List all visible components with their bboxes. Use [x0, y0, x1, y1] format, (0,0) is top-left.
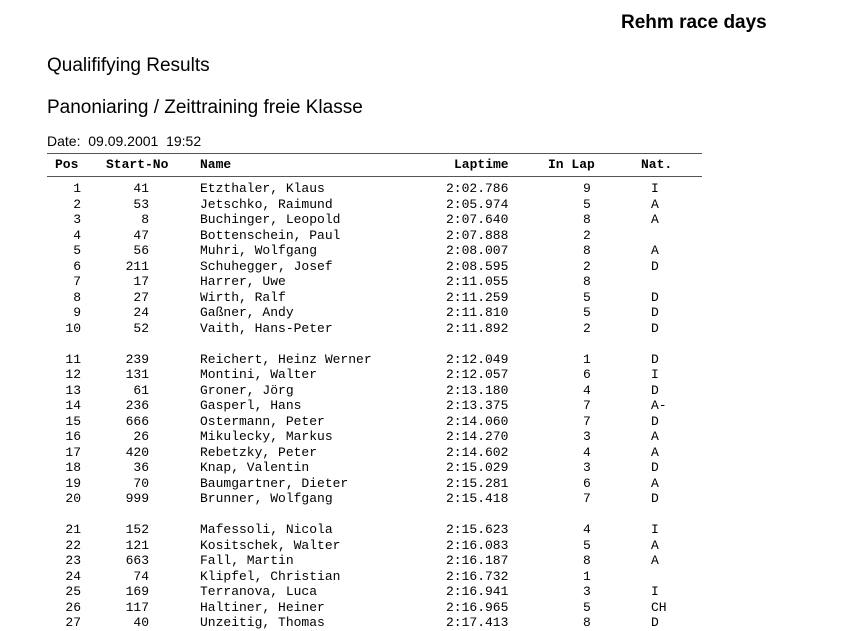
table-row	[0, 243, 848, 259]
cell-laptime: 2:16.187	[446, 553, 509, 568]
table-row	[0, 553, 848, 569]
cell-pos: 7	[73, 274, 81, 289]
table-row	[0, 615, 848, 631]
table-row	[0, 491, 848, 507]
cell-pos: 20	[65, 491, 81, 506]
table-row	[0, 321, 848, 337]
cell-pos: 6	[73, 258, 81, 274]
cell-laptime: 2:16.941	[446, 584, 509, 599]
group-spacer	[0, 507, 848, 523]
cell-in-lap: 1	[583, 568, 591, 584]
cell-start-no: 36	[133, 460, 149, 475]
cell-name: Gaßner, Andy	[200, 305, 294, 320]
cell-in-lap: 4	[583, 444, 591, 460]
cell-nat: D	[651, 351, 659, 367]
cell-in-lap: 2	[583, 258, 591, 274]
cell-start-no: 999	[125, 491, 149, 506]
cell-start-no: 41	[133, 181, 149, 196]
cell-name: Muhri, Wolfgang	[200, 243, 318, 258]
cell-name: Haltiner, Heiner	[200, 599, 325, 615]
cell-laptime: 2:16.732	[446, 568, 509, 584]
table-row	[0, 212, 848, 228]
table-row	[0, 274, 848, 290]
table-row	[0, 181, 848, 197]
table-top-rule	[47, 153, 702, 154]
table-row	[0, 383, 848, 399]
cell-laptime: 2:08.595	[446, 258, 509, 274]
cell-nat: D	[651, 305, 659, 320]
cell-in-lap: 7	[583, 398, 591, 413]
cell-in-lap: 8	[583, 243, 591, 258]
cell-nat: A	[651, 475, 659, 491]
table-row	[0, 367, 848, 383]
table-row	[0, 290, 848, 306]
cell-pos: 23	[65, 553, 81, 568]
table-row	[0, 522, 848, 538]
cell-start-no: 74	[133, 568, 149, 584]
cell-name: Unzeitig, Thomas	[200, 615, 325, 630]
date-value: 09.09.2001 19:52	[88, 133, 202, 149]
cell-laptime: 2:14.602	[446, 444, 509, 460]
cell-start-no: 52	[133, 320, 149, 336]
cell-pos: 18	[65, 460, 81, 475]
cell-nat: D	[651, 460, 659, 475]
column-header-laptime: Laptime	[454, 157, 509, 172]
cell-start-no: 169	[125, 584, 149, 599]
column-header-pos: Pos	[55, 157, 79, 172]
cell-laptime: 2:15.623	[446, 522, 509, 537]
cell-nat: I	[651, 367, 659, 382]
column-header-name: Name	[200, 157, 232, 172]
cell-in-lap: 3	[583, 584, 591, 599]
cell-pos: 3	[73, 212, 81, 227]
cell-in-lap: 5	[583, 289, 591, 305]
cell-name: Schuhegger, Josef	[200, 258, 333, 274]
cell-pos: 2	[73, 196, 81, 212]
cell-start-no: 131	[125, 367, 149, 382]
cell-pos: 8	[73, 289, 81, 305]
cell-pos: 12	[65, 367, 81, 382]
cell-nat: CH	[651, 599, 667, 615]
cell-laptime: 2:11.259	[446, 289, 509, 305]
cell-nat: A	[651, 444, 659, 460]
cell-name: Kositschek, Walter	[200, 537, 341, 553]
cell-laptime: 2:15.029	[446, 460, 509, 475]
cell-nat: D	[651, 491, 659, 506]
cell-in-lap: 8	[583, 615, 591, 630]
cell-in-lap: 5	[583, 537, 591, 553]
column-header-in-lap: In Lap	[548, 157, 595, 172]
cell-laptime: 2:07.888	[446, 227, 509, 243]
cell-name: Buchinger, Leopold	[200, 212, 341, 227]
cell-name: Jetschko, Raimund	[200, 196, 333, 212]
cell-laptime: 2:02.786	[446, 181, 509, 196]
event-organizer-title: Rehm race days	[621, 12, 767, 33]
cell-in-lap: 5	[583, 196, 591, 212]
cell-pos: 26	[65, 599, 81, 615]
cell-pos: 14	[65, 398, 81, 413]
cell-name: Mafessoli, Nicola	[200, 522, 333, 537]
column-header-nat: Nat.	[641, 157, 673, 172]
cell-name: Brunner, Wolfgang	[200, 491, 333, 506]
cell-laptime: 2:15.281	[446, 475, 509, 491]
cell-in-lap: 5	[583, 599, 591, 615]
cell-start-no: 26	[133, 429, 149, 444]
cell-in-lap: 3	[583, 429, 591, 444]
cell-nat: A	[651, 196, 659, 212]
cell-pos: 27	[65, 615, 81, 630]
cell-in-lap: 4	[583, 522, 591, 537]
cell-laptime: 2:11.892	[446, 320, 509, 336]
cell-pos: 5	[73, 243, 81, 258]
cell-start-no: 117	[125, 599, 149, 615]
table-row	[0, 445, 848, 461]
cell-in-lap: 2	[583, 227, 591, 243]
cell-in-lap: 6	[583, 475, 591, 491]
table-row	[0, 584, 848, 600]
cell-nat: A-	[651, 398, 667, 413]
cell-in-lap: 5	[583, 305, 591, 320]
table-row	[0, 305, 848, 321]
cell-nat: A	[651, 429, 659, 444]
cell-start-no: 420	[125, 444, 149, 460]
cell-pos: 22	[65, 537, 81, 553]
table-row	[0, 476, 848, 492]
cell-name: Harrer, Uwe	[200, 274, 286, 289]
cell-pos: 15	[65, 413, 81, 429]
cell-start-no: 8	[141, 212, 149, 227]
cell-start-no: 663	[125, 553, 149, 568]
cell-laptime: 2:12.057	[446, 367, 509, 382]
cell-nat: D	[651, 615, 659, 630]
cell-laptime: 2:13.180	[446, 382, 509, 398]
cell-name: Groner, Jörg	[200, 382, 294, 398]
cell-name: Reichert, Heinz Werner	[200, 351, 372, 367]
cell-pos: 1	[73, 181, 81, 196]
table-row	[0, 429, 848, 445]
cell-pos: 4	[73, 227, 81, 243]
cell-name: Ostermann, Peter	[200, 413, 325, 429]
cell-name: Vaith, Hans-Peter	[200, 320, 333, 336]
table-header-rule	[47, 176, 702, 177]
table-row	[0, 414, 848, 430]
cell-start-no: 121	[125, 537, 149, 553]
cell-pos: 24	[65, 568, 81, 584]
table-row	[0, 228, 848, 244]
cell-nat: D	[651, 320, 659, 336]
cell-start-no: 239	[125, 351, 149, 367]
cell-in-lap: 8	[583, 212, 591, 227]
cell-name: Fall, Martin	[200, 553, 294, 568]
cell-nat: I	[651, 181, 659, 196]
cell-start-no: 24	[133, 305, 149, 320]
cell-start-no: 17	[133, 274, 149, 289]
table-row	[0, 538, 848, 554]
column-header-start-no: Start-No	[106, 157, 169, 172]
cell-nat: D	[651, 258, 659, 274]
table-row	[0, 197, 848, 213]
cell-start-no: 27	[133, 289, 149, 305]
cell-in-lap: 8	[583, 553, 591, 568]
cell-start-no: 56	[133, 243, 149, 258]
cell-pos: 9	[73, 305, 81, 320]
cell-name: Montini, Walter	[200, 367, 318, 382]
cell-in-lap: 1	[583, 351, 591, 367]
cell-laptime: 2:14.270	[446, 429, 509, 444]
group-spacer	[0, 336, 848, 352]
cell-laptime: 2:15.418	[446, 491, 509, 506]
cell-start-no: 47	[133, 227, 149, 243]
cell-pos: 25	[65, 584, 81, 599]
cell-laptime: 2:17.413	[446, 615, 509, 630]
cell-laptime: 2:14.060	[446, 413, 509, 429]
table-row	[0, 352, 848, 368]
cell-in-lap: 8	[583, 274, 591, 289]
table-row	[0, 460, 848, 476]
cell-start-no: 236	[125, 398, 149, 413]
table-row	[0, 569, 848, 585]
cell-pos: 10	[65, 320, 81, 336]
cell-pos: 11	[65, 351, 81, 367]
cell-in-lap: 2	[583, 320, 591, 336]
table-row	[0, 259, 848, 275]
cell-pos: 21	[65, 522, 81, 537]
cell-name: Gasperl, Hans	[200, 398, 302, 413]
table-header	[0, 157, 848, 173]
cell-start-no: 53	[133, 196, 149, 212]
cell-start-no: 61	[133, 382, 149, 398]
cell-start-no: 40	[133, 615, 149, 630]
date-label: Date:	[47, 133, 81, 149]
cell-name: Rebetzky, Peter	[200, 444, 318, 460]
table-row	[0, 600, 848, 616]
cell-laptime: 2:16.083	[446, 537, 509, 553]
cell-laptime: 2:12.049	[446, 351, 509, 367]
cell-laptime: 2:05.974	[446, 196, 509, 212]
cell-start-no: 70	[133, 475, 149, 491]
cell-nat: D	[651, 413, 659, 429]
cell-pos: 13	[65, 382, 81, 398]
cell-start-no: 211	[125, 258, 149, 274]
cell-laptime: 2:08.007	[446, 243, 509, 258]
cell-pos: 19	[65, 475, 81, 491]
results-table	[0, 181, 848, 631]
cell-nat: A	[651, 212, 659, 227]
cell-name: Knap, Valentin	[200, 460, 310, 475]
cell-laptime: 2:13.375	[446, 398, 509, 413]
cell-nat: I	[651, 522, 659, 537]
cell-nat: D	[651, 382, 659, 398]
cell-laptime: 2:16.965	[446, 599, 509, 615]
page-subtitle: Panoniaring / Zeittraining freie Klasse	[47, 97, 363, 118]
cell-nat: I	[651, 584, 659, 599]
cell-laptime: 2:07.640	[446, 212, 509, 227]
cell-nat: A	[651, 243, 659, 258]
cell-in-lap: 6	[583, 367, 591, 382]
cell-name: Bottenschein, Paul	[200, 227, 341, 243]
cell-in-lap: 7	[583, 491, 591, 506]
cell-nat: A	[651, 537, 659, 553]
cell-in-lap: 7	[583, 413, 591, 429]
cell-start-no: 666	[125, 413, 149, 429]
cell-start-no: 152	[125, 522, 149, 537]
cell-name: Baumgartner, Dieter	[200, 475, 349, 491]
cell-pos: 16	[65, 429, 81, 444]
cell-nat: D	[651, 289, 659, 305]
cell-name: Terranova, Luca	[200, 584, 318, 599]
cell-name: Etzthaler, Klaus	[200, 181, 325, 196]
cell-laptime: 2:11.810	[446, 305, 509, 320]
cell-in-lap: 4	[583, 382, 591, 398]
cell-in-lap: 3	[583, 460, 591, 475]
page-title: Qualififying Results	[47, 55, 210, 76]
cell-name: Mikulecky, Markus	[200, 429, 333, 444]
cell-pos: 17	[65, 444, 81, 460]
cell-name: Klipfel, Christian	[200, 568, 341, 584]
cell-in-lap: 9	[583, 181, 591, 196]
cell-name: Wirth, Ralf	[200, 289, 286, 305]
table-row	[0, 398, 848, 414]
date-line	[47, 133, 201, 149]
cell-laptime: 2:11.055	[446, 274, 509, 289]
cell-nat: A	[651, 553, 659, 568]
